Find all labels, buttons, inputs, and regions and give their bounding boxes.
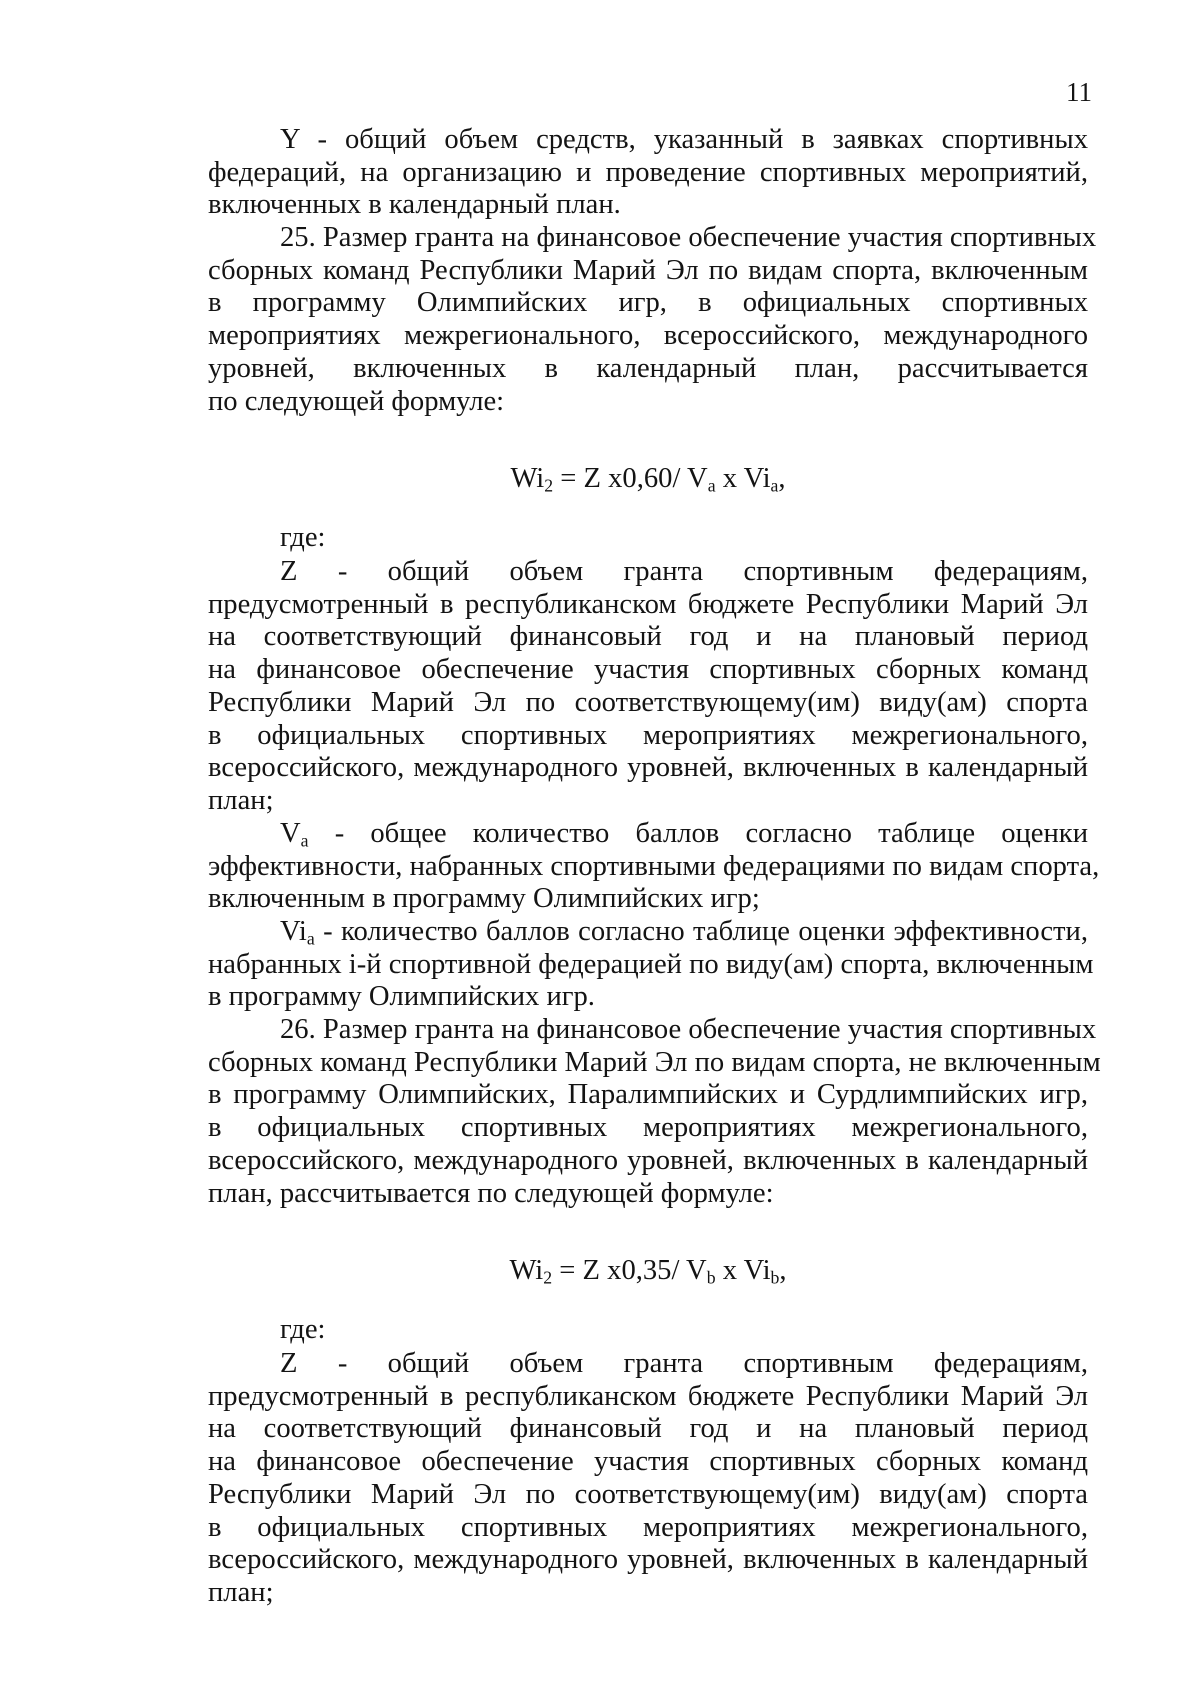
formula-body: = Z x0,35/ V bbox=[552, 1255, 707, 1286]
text-line: предусмотренный в республиканском бюджете Республики Марий Эл bbox=[208, 1380, 1088, 1412]
text-line: Z - общий объем гранта спортивным федерациям, bbox=[280, 1348, 1088, 1379]
formula-sub: 2 bbox=[543, 1267, 553, 1288]
text-line: 26. Размер гранта на финансовое обеспечение участия спортивных bbox=[280, 1014, 1097, 1045]
definition-text: - общее количество баллов согласно таблице оценки bbox=[308, 818, 1088, 849]
va-definition bbox=[208, 818, 1100, 916]
text-line: план; bbox=[208, 784, 274, 816]
text-line: предусмотренный в республиканском бюджете Республики Марий Эл bbox=[208, 588, 1088, 620]
formula-olympic bbox=[208, 462, 1088, 496]
z-definition-2 bbox=[208, 1348, 1088, 1610]
paragraph-26 bbox=[208, 1014, 1101, 1210]
text-line: Республики Марий Эл по соответствующему(им) виду(ам) спорта bbox=[208, 686, 1088, 718]
symbol-v: V bbox=[280, 818, 301, 849]
text-line: сборных команд Республики Марий Эл по видам спорта, не включенным bbox=[208, 1046, 1101, 1078]
symbol-sub: a bbox=[306, 928, 315, 949]
text-line: всероссийского, международного уровней, включенных в календарный bbox=[208, 1544, 1088, 1576]
where-label: где: bbox=[280, 522, 326, 553]
text-line bbox=[208, 818, 1088, 851]
text-line: Республики Марий Эл по соответствующему(им) виду(ам) спорта bbox=[208, 1478, 1088, 1510]
text-line: включенным в программу Олимпийских игр; bbox=[208, 883, 760, 915]
text-line: Y - общий объем средств, указанный в заявках спортивных bbox=[280, 124, 1088, 155]
text-line: набранных i-й спортивной федерацией по виду(ам) спорта, включенным bbox=[208, 948, 1094, 980]
paragraph-25 bbox=[208, 222, 1097, 418]
text-line: на соответствующий финансовый год и на плановый период bbox=[208, 621, 1088, 653]
via-definition bbox=[208, 916, 1094, 1014]
text-line: в официальных спортивных мероприятиях межрегионального, bbox=[208, 1112, 1088, 1144]
formula-sub: a bbox=[770, 475, 779, 496]
text-line: всероссийского, международного уровней, включенных в календарный bbox=[208, 1144, 1088, 1176]
y-definition bbox=[208, 124, 1088, 222]
formula-body: x Vi bbox=[715, 463, 771, 494]
text-line: всероссийского, международного уровней, включенных в календарный bbox=[208, 752, 1088, 784]
z-definition-1 bbox=[208, 556, 1088, 818]
text-line: в официальных спортивных мероприятиях межрегионального, bbox=[208, 719, 1088, 751]
text-line: включенных в календарный план. bbox=[208, 189, 621, 221]
symbol-vi: Vi bbox=[280, 916, 307, 947]
text-line: 25. Размер гранта на финансовое обеспечение участия спортивных bbox=[280, 222, 1097, 253]
text-line: на финансовое обеспечение участия спортивных сборных команд bbox=[208, 654, 1088, 686]
symbol-sub: a bbox=[300, 830, 309, 851]
text-line: на финансовое обеспечение участия спортивных сборных команд bbox=[208, 1446, 1088, 1478]
formula-sub: 2 bbox=[544, 475, 554, 496]
formula-sub: a bbox=[707, 475, 716, 496]
text-line: в официальных спортивных мероприятиях межрегионального, bbox=[208, 1511, 1088, 1543]
text-line: сборных команд Республики Марий Эл по видам спорта, включенным bbox=[208, 254, 1088, 286]
formula-end: , bbox=[778, 463, 786, 494]
formula-non-olympic bbox=[208, 1254, 1088, 1288]
text-line: план; bbox=[208, 1576, 274, 1608]
page-number: 11 bbox=[1066, 77, 1092, 107]
text-line: федераций, на организацию и проведение спортивных мероприятий, bbox=[208, 156, 1088, 188]
formula-lhs: Wi bbox=[510, 463, 545, 494]
text-line: на соответствующий финансовый год и на плановый период bbox=[208, 1413, 1088, 1445]
text-line: по следующей формуле: bbox=[208, 385, 505, 417]
text-line: уровней, включенных в календарный план, рассчитывается bbox=[208, 352, 1088, 384]
text-line: мероприятиях межрегионального, всероссийского, международного bbox=[208, 320, 1088, 352]
formula-body: = Z x0,60/ V bbox=[553, 463, 708, 494]
text-line: в программу Олимпийских игр. bbox=[208, 981, 595, 1013]
formula-sub: b bbox=[770, 1267, 780, 1288]
definition-text: - количество баллов согласно таблице оценки эффективности, bbox=[314, 916, 1088, 947]
text-line: план, рассчитывается по следующей формуле: bbox=[208, 1177, 774, 1209]
formula-end: , bbox=[779, 1255, 787, 1286]
formula-lhs: Wi bbox=[509, 1255, 544, 1286]
text-line: эффективности, набранных спортивными федерациями по видам спорта, bbox=[208, 850, 1100, 882]
formula-body: x Vi bbox=[715, 1255, 771, 1286]
formula-sub: b bbox=[706, 1267, 716, 1288]
text-line: Z - общий объем гранта спортивным федерациям, bbox=[280, 556, 1088, 587]
text-line: в программу Олимпийских, Паралимпийских и Сурдлимпийских игр, bbox=[208, 1079, 1088, 1111]
text-line: в программу Олимпийских игр, в официальных спортивных bbox=[208, 287, 1088, 319]
where-label: где: bbox=[280, 1314, 326, 1345]
text-line bbox=[208, 916, 1088, 949]
